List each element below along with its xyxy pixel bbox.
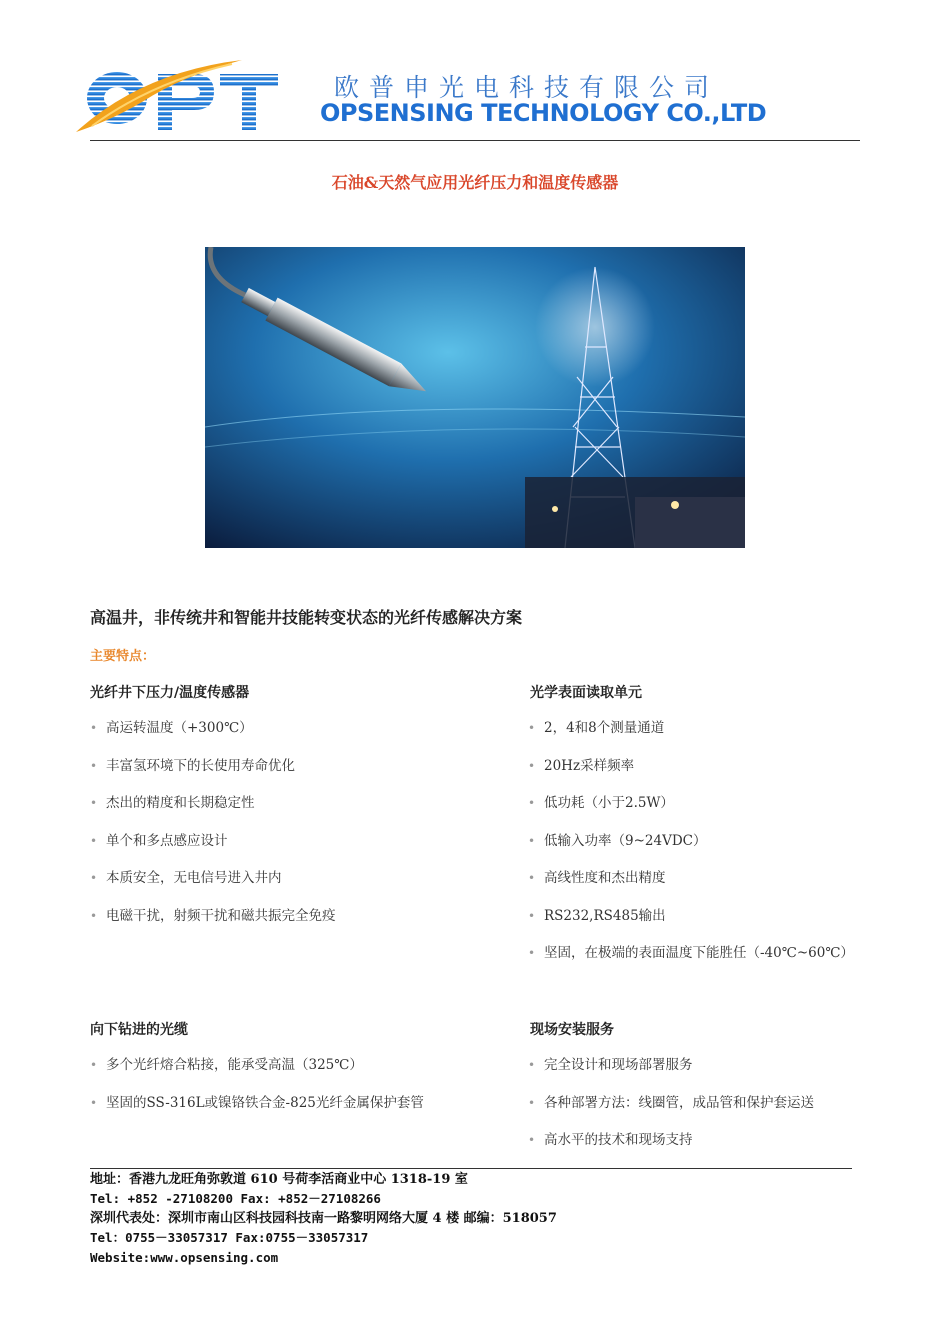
contact-footer: [90, 1170, 557, 1267]
list-item: • 20Hz采样频率: [528, 756, 854, 794]
document-title: 石油&天然气应用光纤压力和温度传感器: [331, 173, 619, 192]
list-item: • 杰出的精度和长期稳定性: [90, 793, 336, 831]
list-item: • 各种部署方法：线圈管，成品管和保护套运送: [528, 1093, 814, 1131]
footer-address: 地址：香港九龙旺角弥敦道 610 号荷李活商业中心 1318-19 室: [90, 1172, 468, 1187]
list-item: • 单个和多点感应设计: [90, 831, 336, 869]
list-item: • 低输入功率（9~24VDC）: [528, 831, 854, 869]
footer-divider: [90, 1168, 852, 1169]
list-item: • 高水平的技术和现场支持: [528, 1130, 814, 1168]
footer-hk-phone: Tel: +852 -27108200 Fax: +852－27108266: [90, 1191, 381, 1207]
footer-website[interactable]: Website:www.opsensing.com: [90, 1249, 279, 1265]
section-title-field-service: 现场安装服务: [530, 1022, 614, 1038]
header-divider: [90, 140, 860, 141]
readout-unit-list: [528, 718, 854, 981]
section-title-cable: 向下钻进的光缆: [90, 1022, 188, 1038]
company-logo: [72, 52, 282, 136]
company-name-cn: 欧普申光电科技有限公司: [334, 73, 720, 102]
footer-sz-phone: Tel：0755－33057317 Fax:0755－33057317: [90, 1230, 369, 1246]
list-item: • 2，4和8个测量通道: [528, 718, 854, 756]
solution-headline: 高温井，非传统井和智能井技能转变状态的光纤传感解决方案: [90, 608, 523, 627]
downhole-sensor-list: [90, 718, 336, 943]
list-item: • RS232,RS485输出: [528, 906, 854, 944]
footer-sz-office: 深圳代表处：深圳市南山区科技园科技南一路黎明网络大厦 4 楼 邮编：518057: [90, 1210, 557, 1226]
list-item: • 多个光纤熔合粘接，能承受高温（325℃）: [90, 1055, 424, 1093]
product-hero-image: [205, 247, 745, 548]
field-service-list: [528, 1055, 814, 1168]
list-item: • 本质安全，无电信号进入井内: [90, 868, 336, 906]
list-item: • 高线性度和杰出精度: [528, 868, 854, 906]
list-item: • 丰富氢环境下的长使用寿命优化: [90, 756, 336, 794]
company-name-en: OPSENSING TECHNOLOGY CO.,LTD: [320, 99, 767, 127]
section-title-downhole-sensor: 光纤井下压力/温度传感器: [90, 685, 250, 701]
list-item: • 坚固，在极端的表面温度下能胜任（-40℃~60℃）: [528, 943, 854, 981]
list-item: • 坚固的SS-316L或镍铬铁合金-825光纤金属保护套管: [90, 1093, 424, 1131]
section-title-readout-unit: 光学表面读取单元: [530, 685, 642, 701]
list-item: • 完全设计和现场部署服务: [528, 1055, 814, 1093]
list-item: • 低功耗（小于2.5W）: [528, 793, 854, 831]
cable-list: [90, 1055, 424, 1130]
list-item: • 电磁干扰，射频干扰和磁共振完全免疫: [90, 906, 336, 944]
list-item: • 高运转温度（+300℃）: [90, 718, 336, 756]
key-features-label: 主要特点：: [90, 649, 156, 664]
